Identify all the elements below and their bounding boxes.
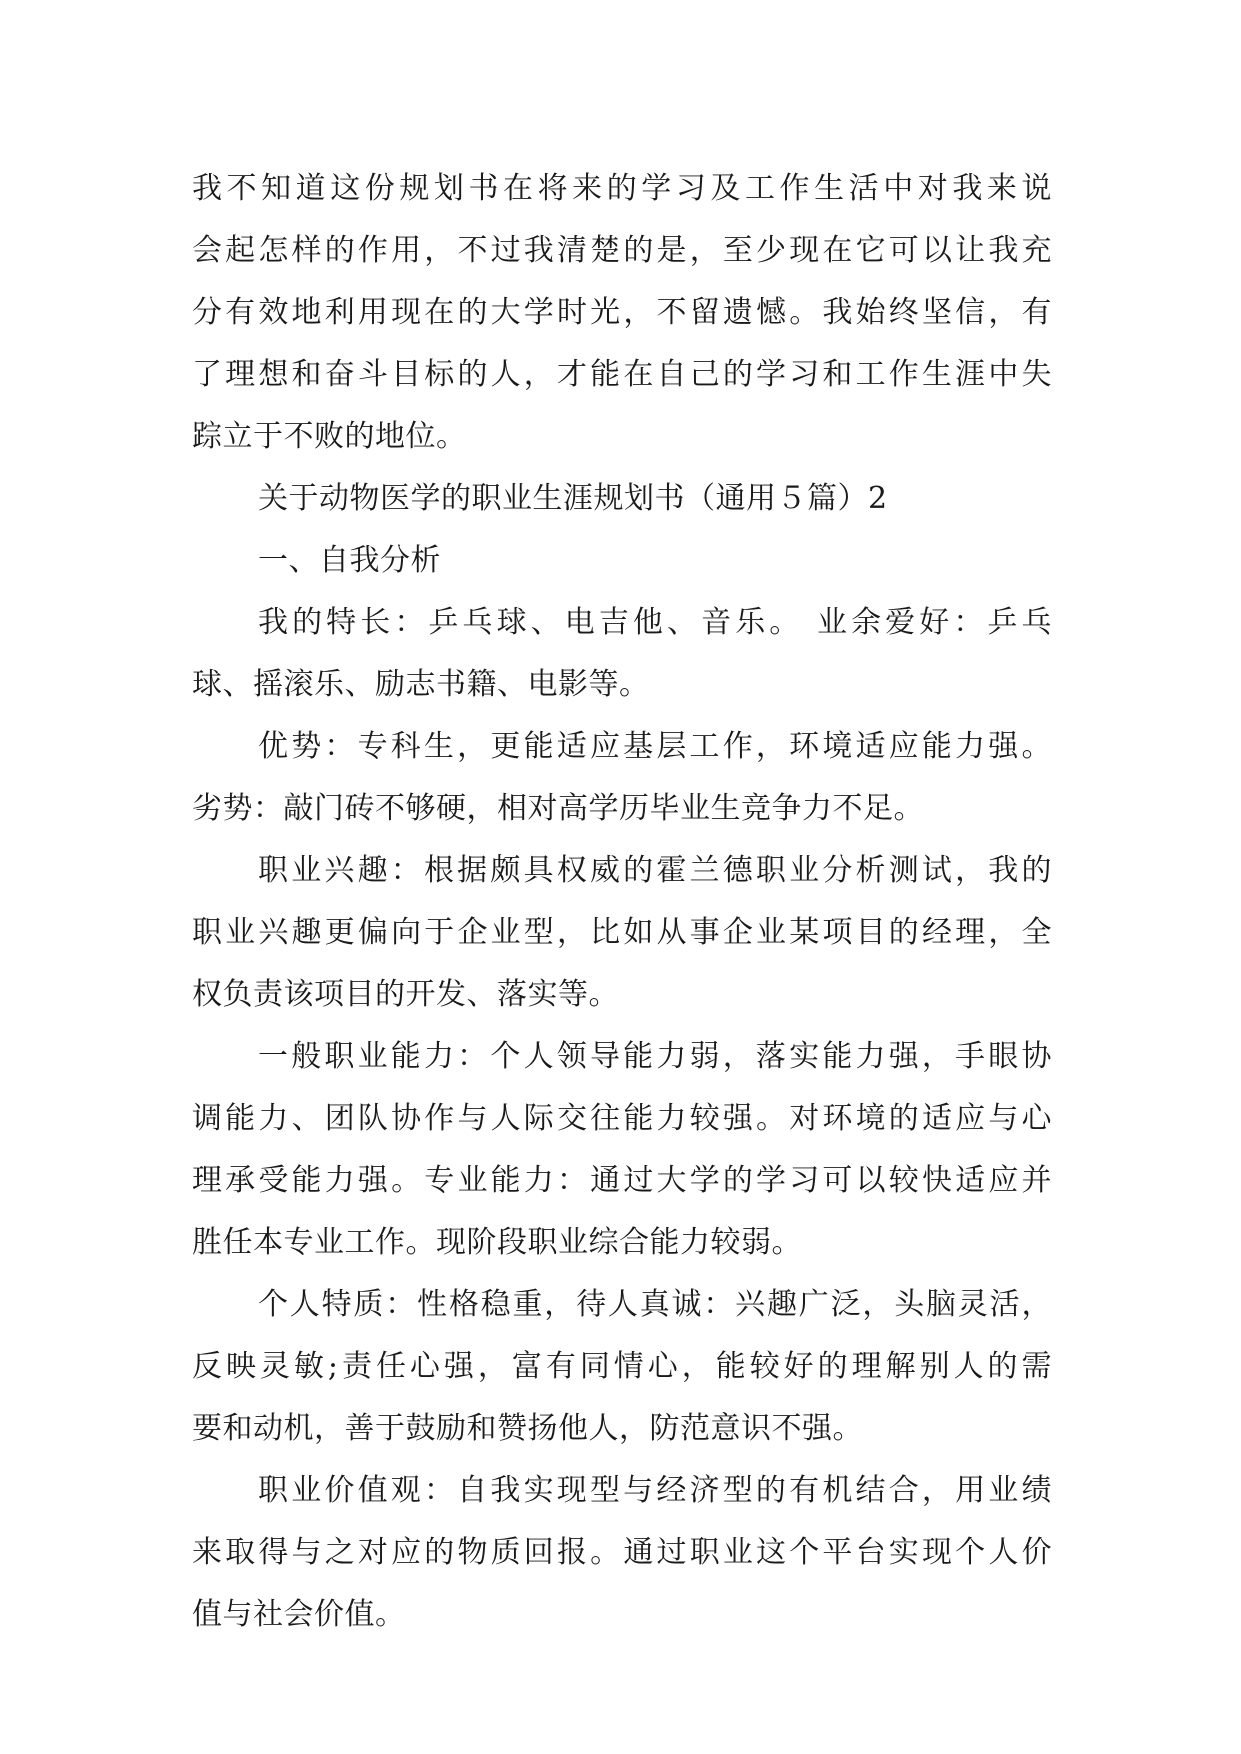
text-line: 权负责该项目的开发、落实等。	[192, 977, 619, 1012]
text-line: 会起怎样的作用，不过我清楚的是，至少现在它可以让我充	[192, 233, 1052, 268]
text-line: 我的特长：乒乓球、电吉他、音乐。 业余爱好：乒乓	[258, 605, 1052, 640]
text-line: 了理想和奋斗目标的人，才能在自己的学习和工作生涯中失	[192, 357, 1052, 392]
text-line: 职业价值观：自我实现型与经济型的有机结合，用业绩	[258, 1473, 1052, 1508]
text-line: 值与社会价值。	[192, 1597, 406, 1632]
text-line: 踪立于不败的地位。	[192, 419, 467, 454]
text-line: 反映灵敏;责任心强，富有同情心，能较好的理解别人的需	[192, 1349, 1052, 1384]
text-line: 一般职业能力：个人领导能力弱，落实能力强，手眼协	[258, 1039, 1052, 1074]
text-line: 胜任本专业工作。现阶段职业综合能力较弱。	[192, 1225, 802, 1260]
text-line: 调能力、团队协作与人际交往能力较强。对环境的适应与心	[192, 1101, 1052, 1136]
section-heading: 一、自我分析	[258, 543, 441, 578]
text-line: 分有效地利用现在的大学时光，不留遗憾。我始终坚信，有	[192, 295, 1052, 330]
text-line: 来取得与之对应的物质回报。通过职业这个平台实现个人价	[192, 1535, 1052, 1570]
text-line: 理承受能力强。专业能力：通过大学的学习可以较快适应并	[192, 1163, 1052, 1198]
text-line: 优势：专科生，更能适应基层工作，环境适应能力强。	[258, 729, 1052, 764]
section-title: 关于动物医学的职业生涯规划书（通用５篇）2	[258, 481, 888, 516]
document-body	[192, 158, 1052, 1646]
text-line: 要和动机，善于鼓励和赞扬他人，防范意识不强。	[192, 1411, 863, 1446]
text-line: 职业兴趣更偏向于企业型，比如从事企业某项目的经理，全	[192, 915, 1052, 950]
text-line: 个人特质：性格稳重，待人真诚：兴趣广泛，头脑灵活，	[258, 1287, 1052, 1322]
text-line: 职业兴趣：根据颇具权威的霍兰德职业分析测试，我的	[258, 853, 1052, 888]
text-line: 劣势：敲门砖不够硬，相对高学历毕业生竞争力不足。	[192, 791, 924, 826]
text-line: 球、摇滚乐、励志书籍、电影等。	[192, 667, 650, 702]
text-line: 我不知道这份规划书在将来的学习及工作生活中对我来说	[192, 171, 1052, 206]
